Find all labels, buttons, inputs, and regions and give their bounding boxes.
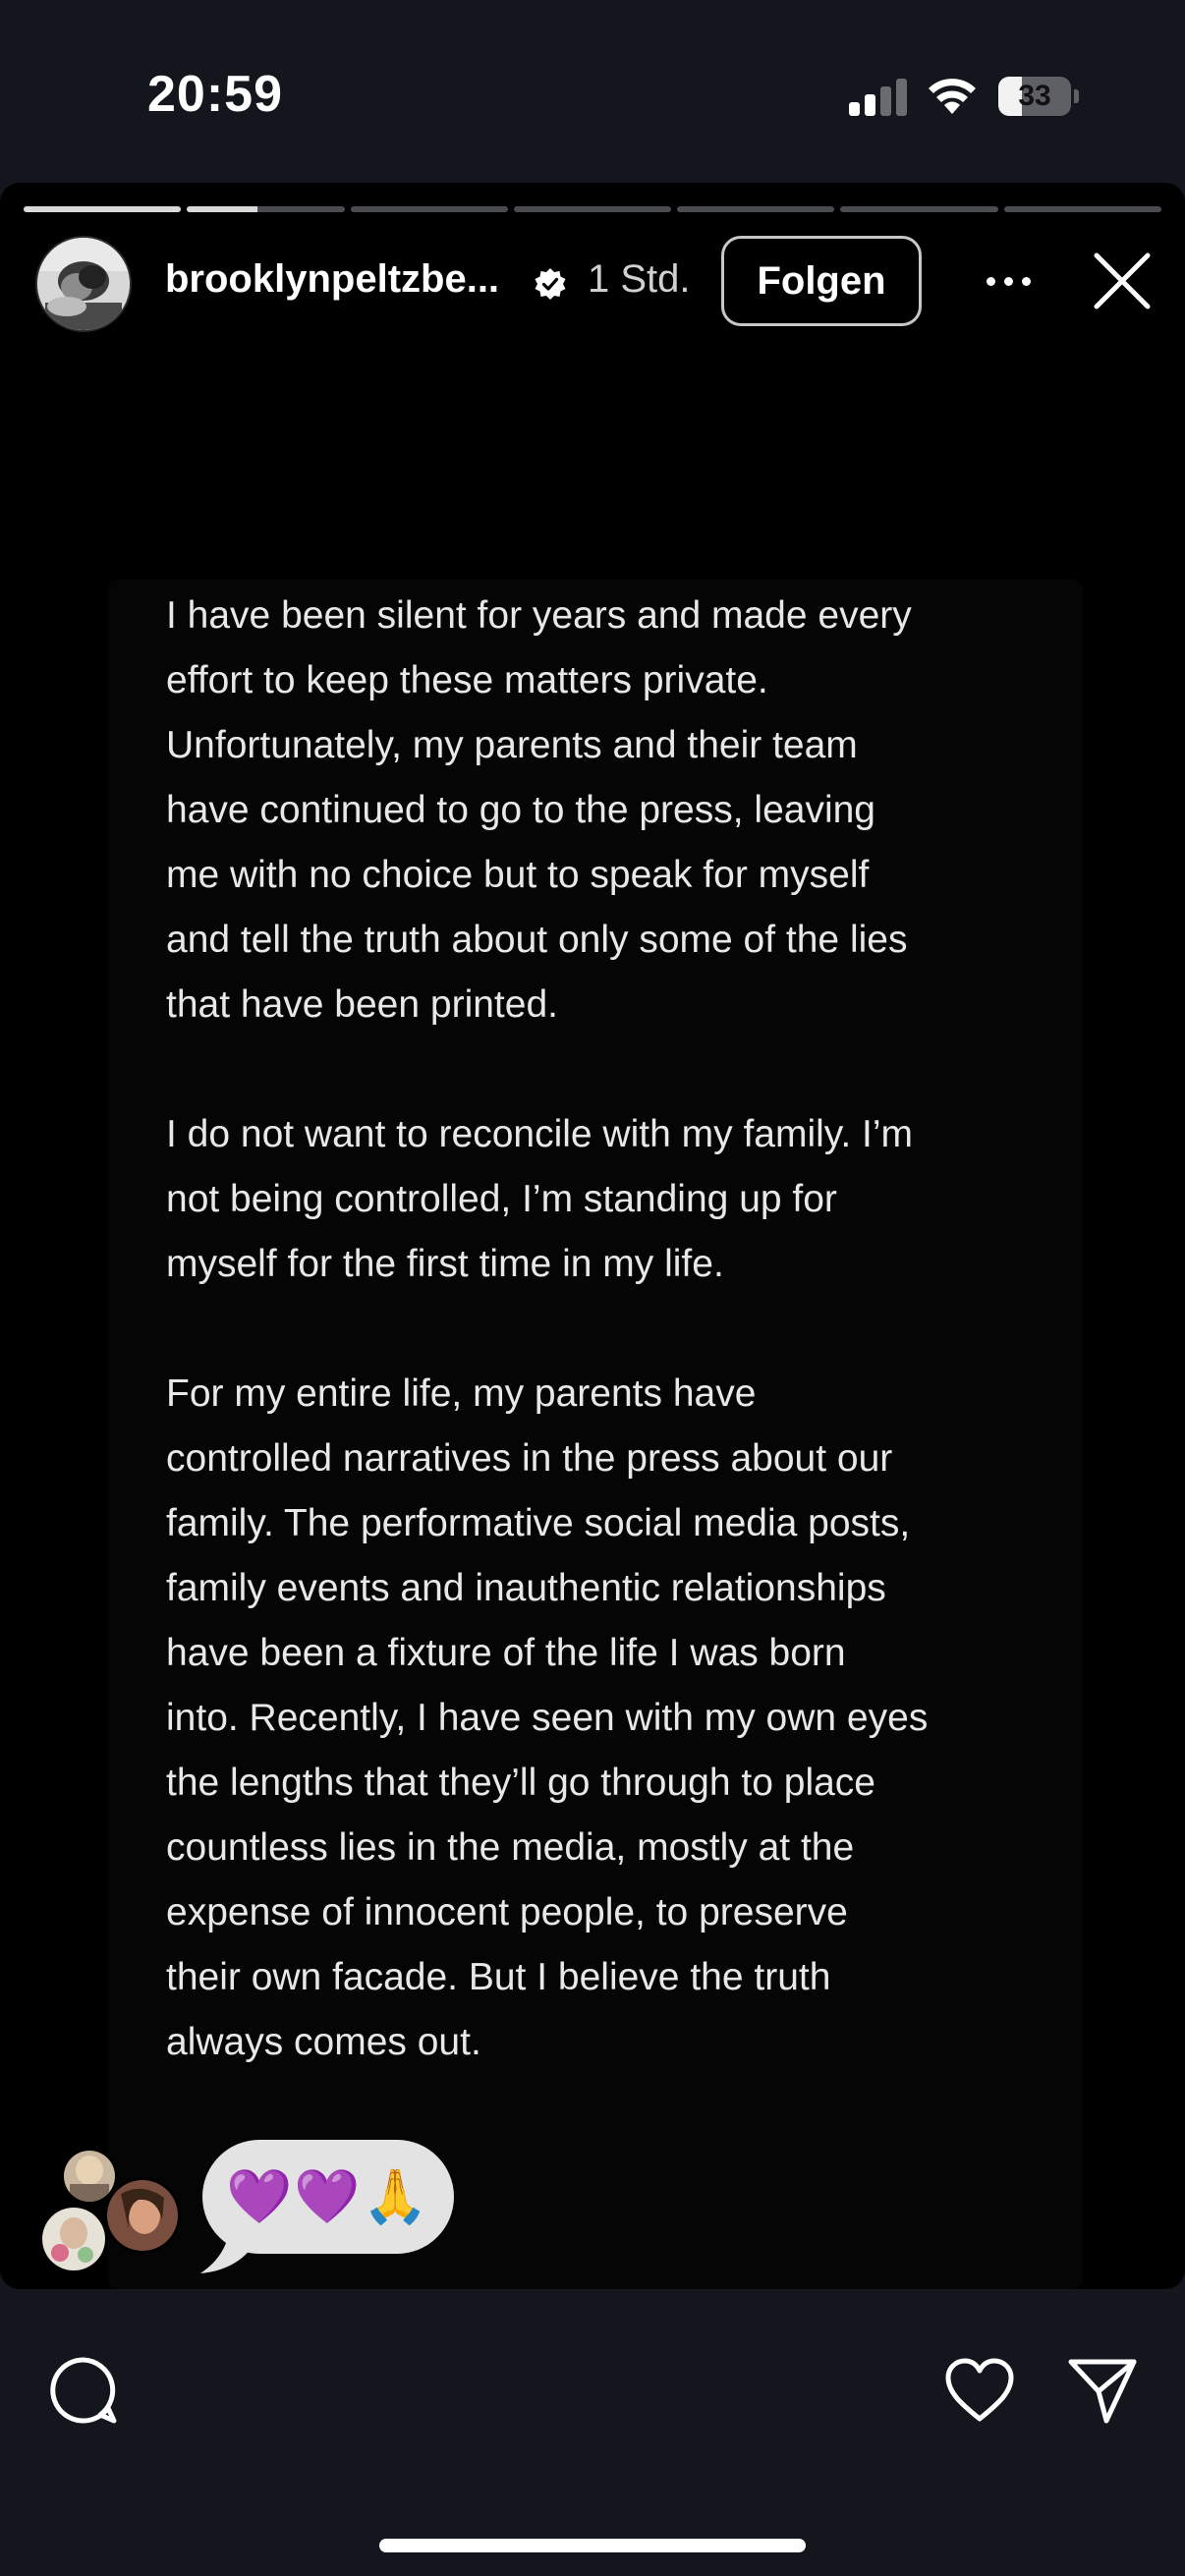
battery-cap xyxy=(1074,89,1079,103)
statement-line: I do not want to reconcile with my family. I’m xyxy=(166,1113,914,1155)
story-time-ago: 1 Std. xyxy=(588,257,691,301)
story-username[interactable]: brooklynpeltzbe... xyxy=(165,257,500,301)
statement-line: family events and inauthentic relationships xyxy=(166,1567,886,1609)
follow-button[interactable]: Folgen xyxy=(721,236,922,326)
statement-paragraph xyxy=(166,1362,1050,2075)
wifi-icon xyxy=(928,77,977,116)
more-options-icon-dot xyxy=(1004,277,1013,286)
story-progress-segment xyxy=(187,206,344,212)
reactor-avatar-image xyxy=(107,2180,178,2251)
avatar-image xyxy=(37,238,130,330)
statement-line: have continued to go to the press, leaving xyxy=(166,789,875,831)
statement-line: For my entire life, my parents have xyxy=(166,1372,757,1415)
more-options-icon xyxy=(987,277,995,286)
story-header xyxy=(0,232,1185,340)
close-icon[interactable] xyxy=(1091,250,1154,312)
profile-avatar[interactable] xyxy=(35,236,132,332)
statement-line: and tell the truth about only some of the lies xyxy=(166,919,908,961)
statement-line: have been a fixture of the life I was born xyxy=(166,1632,846,1674)
more-options-icon-dot xyxy=(1022,277,1031,286)
story-progress-fill xyxy=(24,206,181,212)
reactor-avatar-image xyxy=(64,2151,115,2202)
story-action-bar xyxy=(0,2289,1185,2576)
story-progress-segment xyxy=(840,206,997,212)
story-reactions xyxy=(0,2134,1185,2281)
story-progress-segment xyxy=(1004,206,1161,212)
heart-icon[interactable] xyxy=(943,2356,1016,2425)
statement-line: effort to keep these matters private. xyxy=(166,659,768,701)
story-progress-segment xyxy=(514,206,671,212)
statement-line: always comes out. xyxy=(166,2021,481,2063)
statement-line: family. The performative social media posts, xyxy=(166,1502,911,1544)
battery-body xyxy=(998,77,1071,116)
reactor-avatar[interactable] xyxy=(39,2205,108,2273)
reaction-bubble[interactable]: 💜💜🙏 xyxy=(202,2140,454,2254)
story-progress-segment xyxy=(24,206,181,212)
home-indicator[interactable] xyxy=(379,2539,806,2552)
statement-line: me with no choice but to speak for myself xyxy=(166,854,870,896)
more-options-button[interactable] xyxy=(979,253,1038,308)
statement-line: Unfortunately, my parents and their team xyxy=(166,724,858,766)
statement-line: not being controlled, I’m standing up for xyxy=(166,1178,837,1220)
verified-badge-icon xyxy=(534,267,567,301)
status-bar xyxy=(0,0,1185,187)
status-time: 20:59 xyxy=(147,66,283,123)
reactor-avatar-image xyxy=(42,2208,105,2270)
story-progress-segment xyxy=(677,206,834,212)
statement-line: that have been printed. xyxy=(166,983,558,1026)
statement-line: myself for the first time in my life. xyxy=(166,1243,724,1285)
story-progress-fill xyxy=(187,206,257,212)
statement-line: countless lies in the media, mostly at the xyxy=(166,1826,855,1869)
statement-line: the lengths that they’ll go through to place xyxy=(166,1762,875,1804)
story-progress-segment xyxy=(351,206,508,212)
story-statement-text xyxy=(166,584,1050,2075)
statement-line: I have been silent for years and made every xyxy=(166,594,912,637)
reactor-avatar[interactable] xyxy=(104,2177,181,2254)
battery-percentage: 33 xyxy=(1018,80,1051,112)
statement-line: controlled narratives in the press about our xyxy=(166,1437,893,1480)
comment-icon[interactable] xyxy=(47,2354,120,2427)
story-progress-bar xyxy=(24,206,1161,212)
statement-line: expense of innocent people, to preserve xyxy=(166,1891,848,1933)
battery-icon xyxy=(998,77,1079,116)
statement-line: into. Recently, I have seen with my own eyes xyxy=(166,1697,929,1739)
statement-paragraph xyxy=(166,1102,1050,1297)
statement-line: their own facade. But I believe the truth xyxy=(166,1956,831,1998)
statement-paragraph xyxy=(166,584,1050,1037)
cellular-signal-icon xyxy=(849,79,908,116)
send-icon[interactable] xyxy=(1067,2356,1138,2427)
